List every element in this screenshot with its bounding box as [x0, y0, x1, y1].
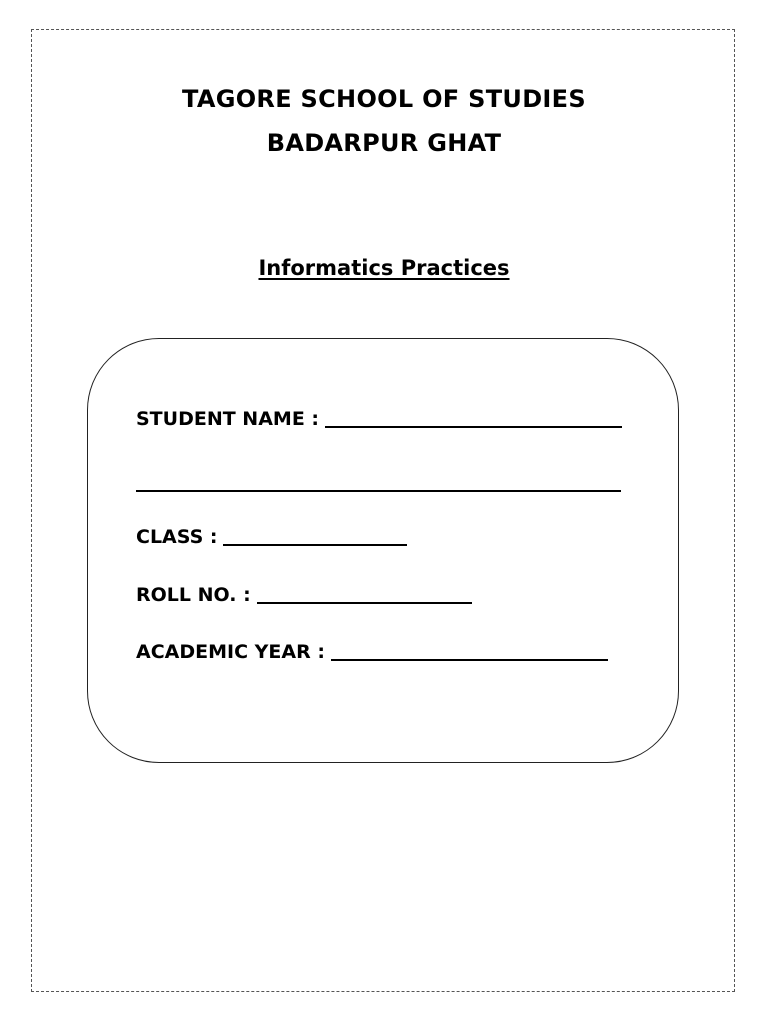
student-name-row [136, 408, 622, 430]
academic-year-blank [331, 641, 608, 661]
class-blank [223, 526, 407, 546]
student-name-label: STUDENT NAME : [136, 408, 320, 430]
school-name: TAGORE SCHOOL OF STUDIES [182, 85, 586, 113]
roll-no-row [136, 584, 472, 606]
school-location: BADARPUR GHAT [266, 129, 502, 157]
roll-no-blank [257, 584, 472, 604]
roll-no-label: ROLL NO. : [136, 584, 251, 606]
student-name-continuation-line [136, 490, 621, 492]
academic-year-row [136, 641, 608, 663]
student-name-blank [325, 408, 622, 428]
subject-title: Informatics Practices [258, 256, 510, 280]
class-label: CLASS : [136, 526, 218, 548]
class-row [136, 526, 407, 548]
academic-year-label: ACADEMIC YEAR : [136, 641, 325, 663]
student-details-box [87, 338, 679, 763]
